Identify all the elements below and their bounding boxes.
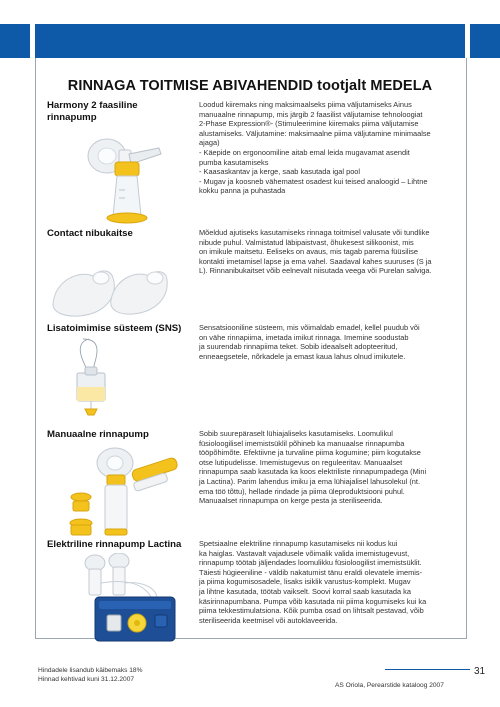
header-band xyxy=(0,24,500,58)
header-band-gap xyxy=(30,24,35,58)
catalog-name: AS Oriola, Perearstide kataloog 2007 xyxy=(335,682,444,689)
footer-vat-note: Hindadele lisandub käibemaks 18% xyxy=(38,667,143,674)
nipple-shield-image xyxy=(49,252,169,324)
product-name: Harmony 2 faasiline rinnapump xyxy=(47,100,138,123)
footer-rule xyxy=(385,669,470,670)
footer-note xyxy=(38,667,142,684)
footer-validity-note: Hinnad kehtivad kuni 31.12.2007 xyxy=(38,675,135,683)
product-name: Manuaalne rinnapump xyxy=(47,429,149,440)
sns-system-image xyxy=(63,337,123,419)
page-number: 31 xyxy=(474,666,486,677)
page-title: RINNAGA TOITMISE ABIVAHENDID tootjalt MEDELA xyxy=(67,78,433,94)
product-description: Loodud kiiremaks ning maksimaalseks piima väljutamiseks Ainus manuaalne rinnapump, mis järgib 2 faasilist väljutamise tehnoloogiat 2-Phase Expression®- (Stimuleerimine kiiremaks piima väljutamise alustamiseks. Väljutamine: maksimaalne piima väljutamine minimaalse ajaga) - Käepide on ergonoomiline aitab emal leida mugavamat asendit pumba kasutamiseks - Kaasaskantav ja kerge, saab kasutada igal pool - Mugav ja koosneb vähematest osadest kui teised analoogid – Lihtne kokku panna ja puhastada xyxy=(199,100,431,196)
product-description: Sensatsiooniline süsteem, mis võimaldab emadel, kellel puudub või on vähe rinnapiima, imetada imikut rinnaga. Imemine soodustab ja suurendab rinnapiima teket. Sobib ideaalselt adopteeritud, enneaegsetele, nõrkadele ja emast kaua lahus olnud imikutele. xyxy=(199,323,420,361)
product-description: Sobib suurepäraselt lühiajaliseks kasutamiseks. Loomulikul füsioloogilisel imemistsüklil põhineb ka manuaalse rinnapumba tööpõhimõte. Efektiivne ja turvaline piima kogumine; piim kogutakse otse lutipudelisse. Imemistugevus on reguleeritav. Manuaalset rinnapumpa saab kasutada ka koos elektriliste rinnapumpadega (Mini ja Lactina). Parim lahendus imiku ja ema lühiajalisel lahusolekul (nt. ema töö tõttu), hellade rindade ja piima üleproduktsiooni puhul. Manuaalset rinnapumpa on kerge pesta ja steriliseerida. xyxy=(199,429,427,506)
harmony-breast-pump-image xyxy=(85,130,165,230)
product-description: Mõeldud ajutiseks kasutamiseks rinnaga toitmisel valusate või tundlike nibude puhul. Valmistatud läbipaistvast, õhukesest silikoonist, mis on imikule maitsetu. Eeliseks on avaus, mis tagab parema füüsilise kontakti imetamisel lapse ja ema vahel. Saadaval kahes suuruses (S ja L). Rinnanibukaitset võib eelnevalt niisutada veega või Purelan salviga. xyxy=(199,228,432,276)
header-band-gap xyxy=(465,24,470,58)
product-name: Lisatoimimise süsteem (SNS) xyxy=(47,323,182,334)
product-name: Contact nibukaitse xyxy=(47,228,133,239)
product-description: Spetsiaalne elektriline rinnapump kasutamiseks nii kodus kui ka haiglas. Vastavalt vajadusele võimalik valida imemistugevust, rinnapump töötab jäljendades loomulikku füsioloogilist imemistsüklit. Täiesti hügieeniline - väldib nakatumist tänu eraldi olevatele imemis- ja piima kogumisosadele, lisaks isiklik varustus-komplekt. Mugav ja lihtne kasutada, töötab vaikselt. Soovi korral saab kasutada ka käsirinnapumbana. Pumpa võib kasutada nii piima kogumiseks kui ka piima tekkestimulatsiona. Kõik pumba osad on lihtsalt pestavad, võib steriliseerida keetmisel või autoklaveerida. xyxy=(199,539,427,625)
manual-breast-pump-image xyxy=(65,441,185,539)
electric-breast-pump-image xyxy=(65,553,180,645)
product-name: Elektriline rinnapump Lactina xyxy=(47,539,182,550)
